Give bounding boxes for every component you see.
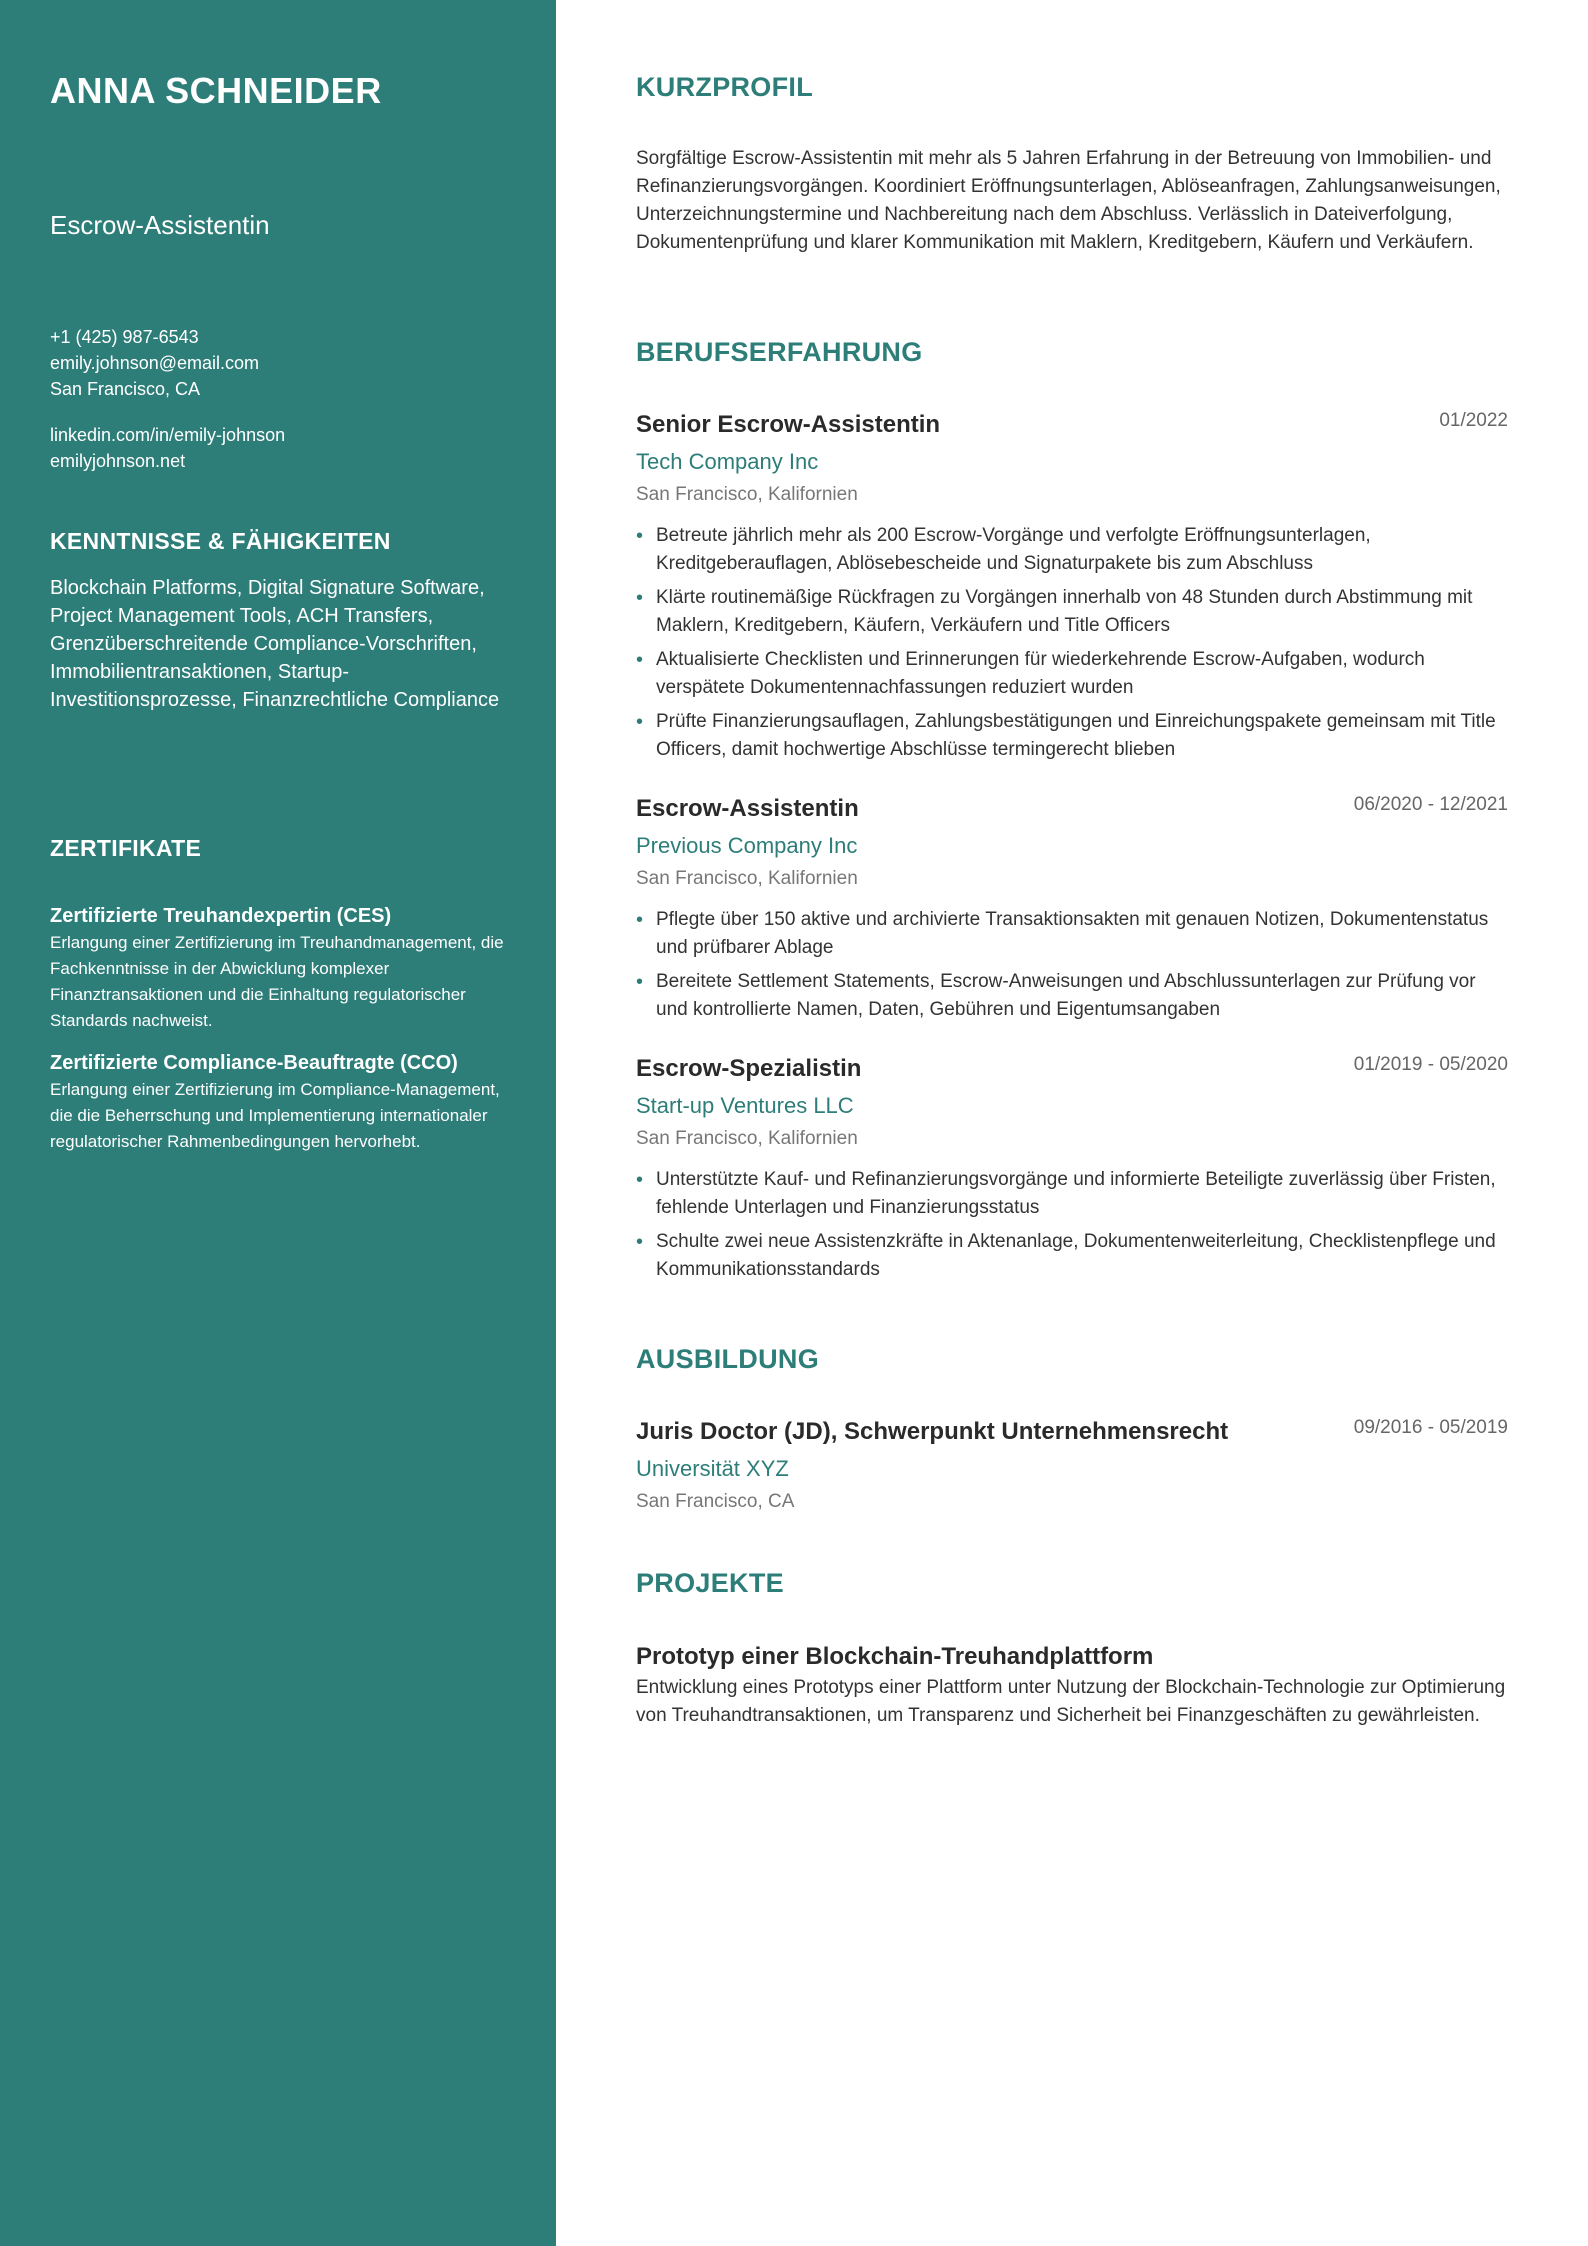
cert-title: Zertifizierte Treuhandexpertin (CES): [50, 905, 392, 927]
job-date: 01/2022: [1439, 410, 1508, 431]
cert-desc: Erlangung einer Zertifizierung im Treuhandmanagement, die Fachkenntnisse in der Abwicklung komplexer Finanztransaktionen und die Einhaltung regulatorischer Standards nachweist.: [50, 933, 504, 1030]
list-item: • Prüfte Finanzierungsauflagen, Zahlungsbestätigungen und Einreichungspakete gemeinsam mit Title Officers, damit hochwertige Abschlüsse termingerecht blieben: [636, 708, 1508, 764]
job-location: San Francisco, Kalifornien: [636, 484, 858, 505]
bullet-icon: •: [636, 649, 644, 671]
candidate-title: Escrow-Assistentin: [50, 210, 270, 240]
project-entry: [636, 1640, 1508, 1730]
job-title: Escrow-Spezialistin: [636, 1055, 862, 1082]
list-item: • Aktualisierte Checklisten und Erinnerungen für wiederkehrende Escrow-Aufgaben, wodurch verspätete Dokumentennachfassungen reduziert wurden: [636, 646, 1508, 702]
job-company: Tech Company Inc: [636, 449, 819, 474]
skills-heading: KENNTNISSE & FÄHIGKEITEN: [50, 528, 391, 554]
profile-text: Sorgfältige Escrow-Assistentin mit mehr als 5 Jahren Erfahrung in der Betreuung von Immobilien- und Refinanzierungsvorgängen. Koordiniert Eröffnungsunterlagen, Ablöseanfragen, Zahlungsanweisungen, Unterzeichnungstermine und Nachbereitung nach dem Abschluss. Verlässlich in Dateiverfolgung, Dokumentenprüfung und klarer Kommunikation mit Maklern, Kreditgebern, Käufern und Verkäufern.: [636, 148, 1501, 253]
job-location: San Francisco, Kalifornien: [636, 868, 858, 889]
job-entry: [636, 1052, 1508, 1290]
list-item: • Pflegte über 150 aktive und archivierte Transaktionsakten mit genauen Notizen, Dokumentenstatus und prüfbarer Ablage: [636, 906, 1508, 962]
job-company: Previous Company Inc: [636, 833, 858, 858]
job-bullets: [636, 522, 1508, 764]
candidate-name: ANNA SCHNEIDER: [50, 70, 382, 111]
linkedin-link[interactable]: linkedin.com/in/emily-johnson: [50, 425, 286, 445]
profile-heading: KURZPROFIL: [636, 72, 813, 102]
job-bullets: [636, 906, 1508, 1024]
job-date: 06/2020 - 12/2021: [1353, 794, 1508, 815]
education-entry: [636, 1415, 1508, 1517]
bullet-icon: •: [636, 711, 644, 733]
degree-title: Juris Doctor (JD), Schwerpunkt Unternehmensrecht: [636, 1418, 1229, 1445]
list-item: • Unterstützte Kauf- und Refinanzierungsvorgänge und informierte Beteiligte zuverlässig über Fristen, fehlende Unterlagen und Finanzierungsstatus: [636, 1166, 1508, 1222]
experience-heading: BERUFSERFAHRUNG: [636, 337, 923, 367]
job-date: 01/2019 - 05/2020: [1353, 1054, 1508, 1075]
school-location: San Francisco, CA: [636, 1491, 795, 1512]
job-entry: [636, 408, 1508, 770]
list-item: • Klärte routinemäßige Rückfragen zu Vorgängen innerhalb von 48 Stunden durch Abstimmung mit Maklern, Kreditgebern, Käufern, Verkäufern und Title Officers: [636, 584, 1508, 640]
list-item: • Schulte zwei neue Assistenzkräfte in Aktenanlage, Dokumentenweiterleitung, Checklistenpflege und Kommunikationsstandards: [636, 1228, 1508, 1284]
job-location: San Francisco, Kalifornien: [636, 1128, 858, 1149]
website-link[interactable]: emilyjohnson.net: [50, 451, 186, 471]
project-desc: Entwicklung eines Prototyps einer Plattform unter Nutzung der Blockchain-Technologie zur Optimierung von Treuhandtransaktionen, um Transparenz und Sicherheit bei Finanzgeschäften zu gewährleisten.: [636, 1677, 1506, 1726]
certs-heading: ZERTIFIKATE: [50, 835, 202, 861]
bullet-icon: •: [636, 971, 644, 993]
job-title: Escrow-Assistentin: [636, 795, 859, 822]
bullet-icon: •: [636, 587, 644, 609]
cert-item: [50, 902, 520, 1034]
job-company: Start-up Ventures LLC: [636, 1093, 854, 1118]
contact-info: [50, 324, 259, 402]
bullet-icon: •: [636, 1169, 644, 1191]
phone: +1 (425) 987-6543: [50, 327, 199, 347]
job-bullets: [636, 1166, 1508, 1284]
job-title: Senior Escrow-Assistentin: [636, 411, 941, 438]
cert-desc: Erlangung einer Zertifizierung im Compliance-Management, die die Beherrschung und Implementierung internationaler regulatorischer Rahmenbedingungen hervorhebt.: [50, 1080, 500, 1151]
skills-text: Blockchain Platforms, Digital Signature Software, Project Management Tools, ACH Transfers, Grenzüberschreitende Compliance-Vorschriften, Immobilientransaktionen, Startup-Investitionsprozesse, Finanzrechtliche Compliance: [50, 577, 500, 711]
bullet-icon: •: [636, 1231, 644, 1253]
bullet-icon: •: [636, 909, 644, 931]
school-name: Universität XYZ: [636, 1456, 789, 1481]
list-item: • Betreute jährlich mehr als 200 Escrow-Vorgänge und verfolgte Eröffnungsunterlagen, Kreditgeberauflagen, Ablösebescheide und Signaturpakete bis zum Abschluss: [636, 522, 1508, 578]
job-entry: [636, 792, 1508, 1030]
cert-item: [50, 1049, 520, 1155]
projects-heading: PROJEKTE: [636, 1568, 784, 1598]
bullet-icon: •: [636, 525, 644, 547]
project-title: Prototyp einer Blockchain-Treuhandplattform: [636, 1643, 1154, 1670]
education-heading: AUSBILDUNG: [636, 1344, 819, 1374]
location: San Francisco, CA: [50, 379, 201, 399]
cert-title: Zertifizierte Compliance-Beauftragte (CCO): [50, 1052, 458, 1074]
education-date: 09/2016 - 05/2019: [1353, 1417, 1508, 1438]
list-item: • Bereitete Settlement Statements, Escrow-Anweisungen und Abschlussunterlagen zur Prüfung vor und kontrollierte Namen, Daten, Gebühren und Eigentumsangaben: [636, 968, 1508, 1024]
web-links: [50, 422, 285, 474]
sidebar: [0, 0, 556, 2246]
email[interactable]: emily.johnson@email.com: [50, 353, 260, 373]
